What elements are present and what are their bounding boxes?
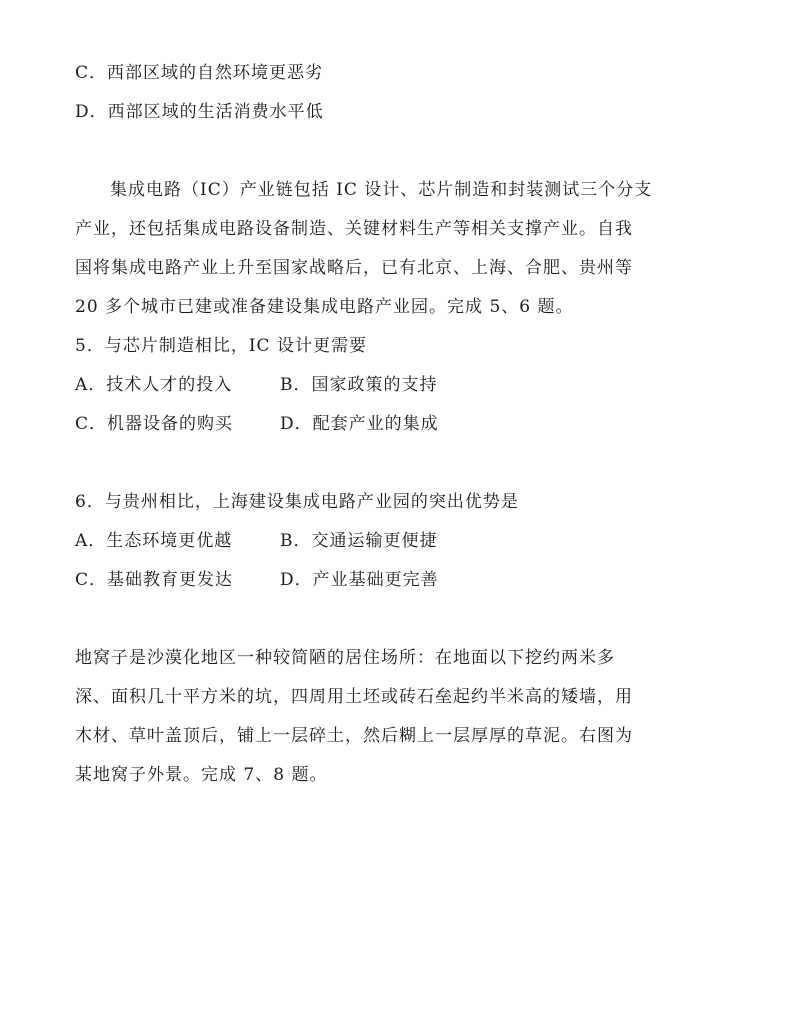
question-6-stem: 6．与贵州相比，上海建设集成电路产业园的突出优势是 xyxy=(75,492,519,512)
diwozi-passage-line-4: 某地窝子外景。完成 7、8 题。 xyxy=(75,765,328,785)
question-5-options-row-1 xyxy=(75,374,438,396)
diwozi-passage-line-2: 深、面积几十平方米的坑，四周用土坯或砖石垒起约半米高的矮墙，用 xyxy=(75,687,633,707)
question-6-option-c: C．基础教育更发达 xyxy=(75,570,234,590)
ic-passage-line-3: 国将集成电路产业上升至国家战略后，已有北京、上海、合肥、贵州等 xyxy=(75,258,633,278)
question-5-option-d: D．配套产业的集成 xyxy=(280,414,439,434)
ic-passage-line-4: 20 多个城市已建或准备建设集成电路产业园。完成 5、6 题。 xyxy=(75,297,574,317)
question-5-options-row-2 xyxy=(75,413,439,435)
question-6-options-row-1 xyxy=(75,530,438,552)
q4-option-d: D．西部区域的生活消费水平低 xyxy=(75,102,324,122)
question-6-options-row-2 xyxy=(75,569,439,591)
q4-option-c: C．西部区域的自然环境更恶劣 xyxy=(75,63,324,83)
question-6-option-a: A．生态环境更优越 xyxy=(75,531,233,551)
diwozi-passage-line-3: 木材、草叶盖顶后，铺上一层碎土，然后糊上一层厚厚的草泥。右图为 xyxy=(75,726,633,746)
diwozi-passage-line-1: 地窝子是沙漠化地区一种较简陋的居住场所：在地面以下挖约两米多 xyxy=(75,648,615,668)
question-6-option-b: B．交通运输更便捷 xyxy=(280,531,438,551)
question-5-option-b: B．国家政策的支持 xyxy=(280,375,438,395)
ic-passage-line-1: 集成电路（IC）产业链包括 IC 设计、芯片制造和封装测试三个分支 xyxy=(110,180,653,200)
ic-passage-line-2: 产业，还包括集成电路设备制造、关键材料生产等相关支撑产业。自我 xyxy=(75,219,633,239)
question-5-stem: 5．与芯片制造相比，IC 设计更需要 xyxy=(75,336,367,356)
question-5-option-a: A．技术人才的投入 xyxy=(75,375,233,395)
question-5-option-c: C．机器设备的购买 xyxy=(75,414,234,434)
question-6-option-d: D．产业基础更完善 xyxy=(280,570,439,590)
